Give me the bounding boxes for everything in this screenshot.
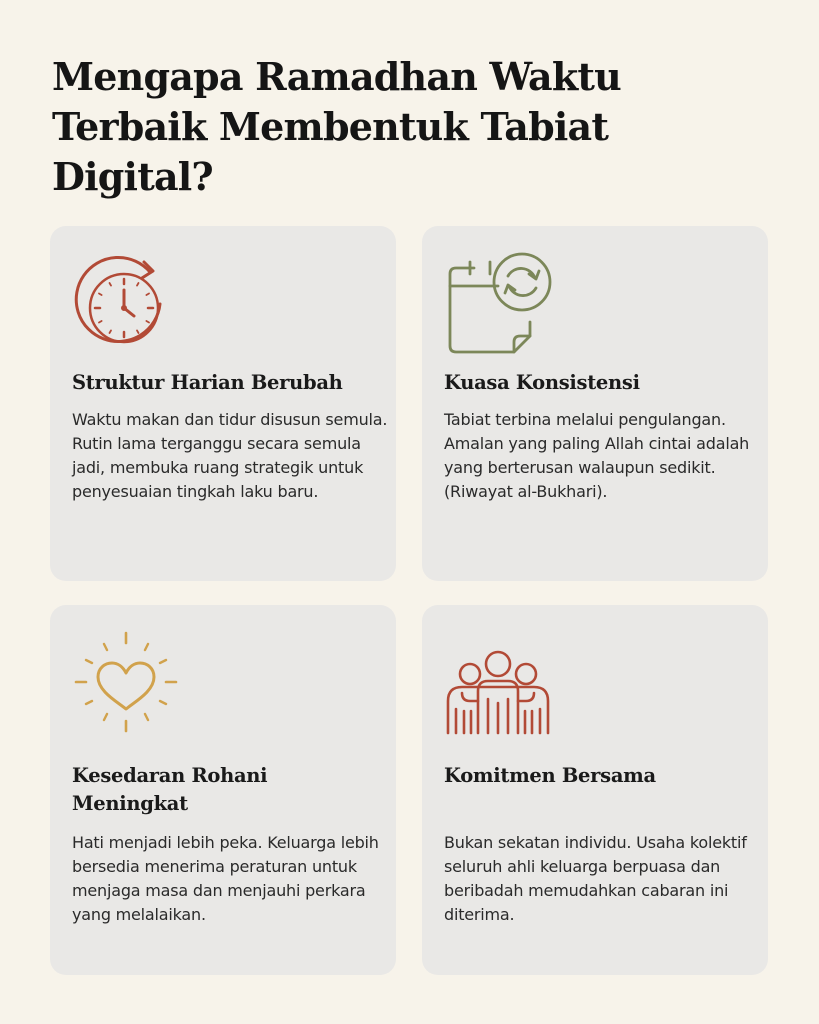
card-struktur-harian xyxy=(50,226,396,581)
card-kesedaran-rohani xyxy=(50,605,396,975)
calendar-cycle-icon xyxy=(444,248,552,356)
page-title: Mengapa Ramadhan Waktu Terbaik Membentuk Tabiat Digital? xyxy=(52,54,621,199)
card-title: Kuasa Konsistensi xyxy=(444,371,640,394)
card-kuasa-konsistensi xyxy=(422,226,768,581)
card-komitmen-bersama xyxy=(422,605,768,975)
group-people-icon xyxy=(444,627,552,735)
card-title: Struktur Harian Berubah xyxy=(72,371,343,394)
card-description: Waktu makan dan tidur disusun semula. Rutin lama terganggu secara semula jadi, membuka ruang strategik untuk penyesuaian tingkah laku baru. xyxy=(72,410,388,501)
card-description: Hati menjadi lebih peka. Keluarga lebih bersedia menerima peraturan untuk menjaga masa dan menjauhi perkara yang melalaikan. xyxy=(72,833,379,924)
card-description: Tabiat terbina melalui pengulangan. Amalan yang paling Allah cintai adalah yang berterusan walaupun sedikit. (Riwayat al-Bukhari). xyxy=(444,410,750,501)
card-title: Kesedaran Rohani Meningkat xyxy=(72,764,268,815)
card-description: Bukan sekatan individu. Usaha kolektif seluruh ahli keluarga berpuasa dan beribadah memudahkan cabaran ini diterima. xyxy=(444,833,747,924)
clock-refresh-icon xyxy=(72,248,180,356)
card-title: Komitmen Bersama xyxy=(444,764,656,787)
radiant-heart-icon xyxy=(72,627,180,735)
